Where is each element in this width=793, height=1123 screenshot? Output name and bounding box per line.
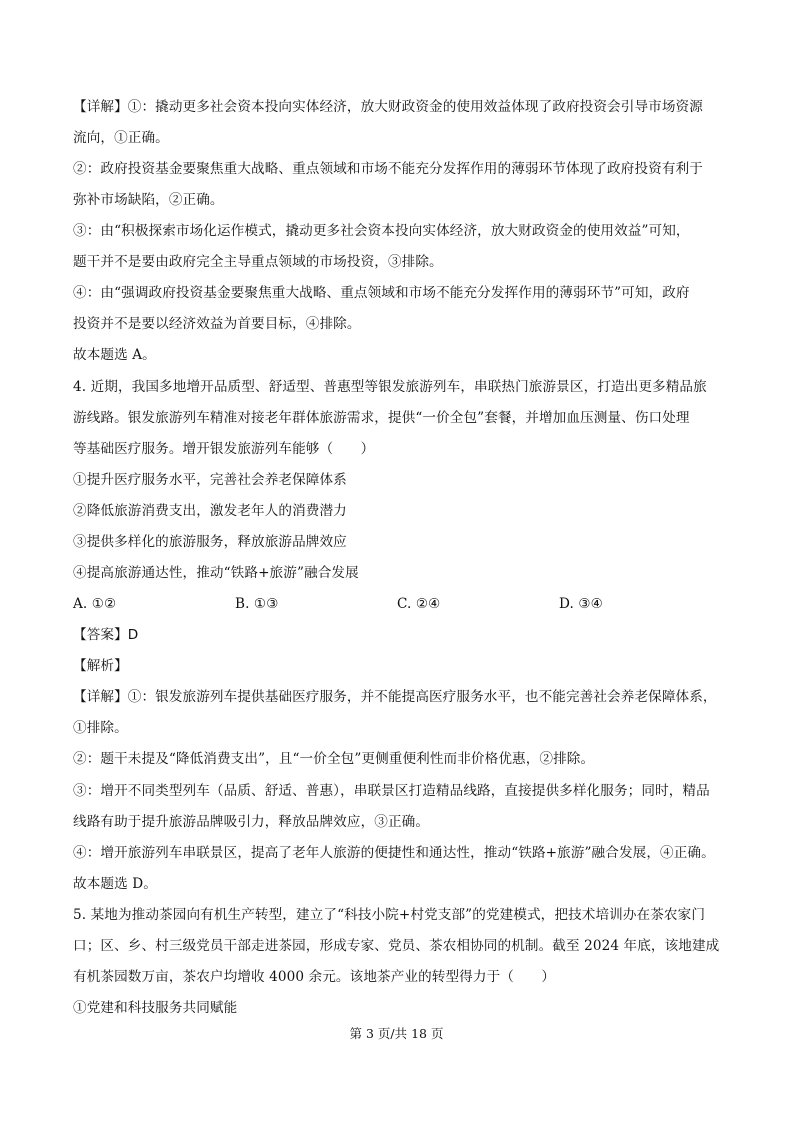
choice-item: ①提升医疗服务水平，完善社会养老保障体系	[73, 472, 347, 488]
text-line: 流向，①正确。	[73, 130, 169, 146]
text-line: ④：增开旅游列车串联景区，提高了老年人旅游的便捷性和通达性，推动“铁路+旅游”融合发展，④正确。	[73, 845, 715, 861]
text-line: 题干并不是要由政府完全主导重点领域的市场投资，③排除。	[73, 254, 443, 270]
option-b: B. ①③	[235, 596, 279, 612]
text-line: ③：增开不同类型列车（品质、舒适、普惠），串联景区打造精品线路，直接提供多样化服务；同时，精品	[73, 783, 710, 799]
text-line: 故本题选 A。	[73, 347, 156, 363]
choice-item: ①党建和科技服务共同赋能	[73, 1000, 238, 1016]
text-line: ④：由“强调政府投资基金要聚焦重大战略、重点领域和市场不能充分发挥作用的薄弱环节”可知，政府	[73, 285, 690, 301]
analysis-label: 【解析】	[73, 658, 128, 674]
text-line: 【详解】①：撬动更多社会资本投向实体经济，放大财政资金的使用效益体现了政府投资会引导市场资源	[73, 99, 703, 115]
text-line: 【详解】①：银发旅游列车提供基础医疗服务，并不能提高医疗服务水平，也不能完善社会养老保障体系，	[73, 689, 717, 705]
options-row	[73, 594, 713, 614]
question-text: 5. 某地为推动茶园向有机生产转型，建立了“科技小院+村党支部”的党建模式，把技术培训办在茶农家门	[73, 907, 706, 923]
text-line: 线路有助于提升旅游品牌吸引力，释放品牌效应，③正确。	[73, 814, 430, 830]
answer-label: 【答案】D	[73, 627, 139, 643]
option-a: A. ①②	[73, 596, 117, 612]
text-line: ②：政府投资基金要聚焦重大战略、重点领域和市场不能充分发挥作用的薄弱环节体现了政府投资有利于	[73, 161, 703, 177]
option-c: C. ②④	[397, 596, 441, 612]
page-footer: 第 3 页/共 18 页	[349, 1026, 444, 1041]
question-text: 口；区、乡、村三级党员干部走进茶园，形成专家、党员、茶农相协同的机制。截至 2024 年底，该地建成	[73, 938, 720, 954]
text-line: 故本题选 D。	[73, 876, 157, 892]
question-text: 4. 近期，我国多地增开品质型、舒适型、普惠型等银发旅游列车，串联热门旅游景区，打造出更多精品旅	[73, 379, 707, 395]
question-text: 有机茶园数万亩，茶农户均增收 4000 余元。该地茶产业的转型得力于（ ）	[73, 969, 556, 985]
text-line: ②：题干未提及“降低消费支出”，且“一价全包”更侧重便利性而非价格优惠，②排除。	[73, 751, 595, 767]
question-text: 游线路。银发旅游列车精准对接老年群体旅游需求，提供“一价全包”套餐，并增加血压测量、伤口处理	[73, 410, 690, 426]
text-line: 弥补市场缺陷，②正确。	[73, 192, 224, 208]
choice-item: ②降低旅游消费支出，激发老年人的消费潜力	[73, 503, 347, 519]
text-line: ①排除。	[73, 720, 128, 736]
text-line: 投资并不是要以经济效益为首要目标，④排除。	[73, 316, 361, 332]
choice-item: ④提高旅游通达性，推动“铁路+旅游”融合发展	[73, 565, 359, 581]
option-d: D. ③④	[559, 596, 603, 612]
choice-item: ③提供多样化的旅游服务，释放旅游品牌效应	[73, 534, 347, 550]
text-line: ③：由“积极探索市场化运作模式，撬动更多社会资本投向实体经济，放大财政资金的使用效益”可知，	[73, 223, 690, 239]
question-text: 等基础医疗服务。增开银发旅游列车能够（ ）	[73, 441, 375, 457]
